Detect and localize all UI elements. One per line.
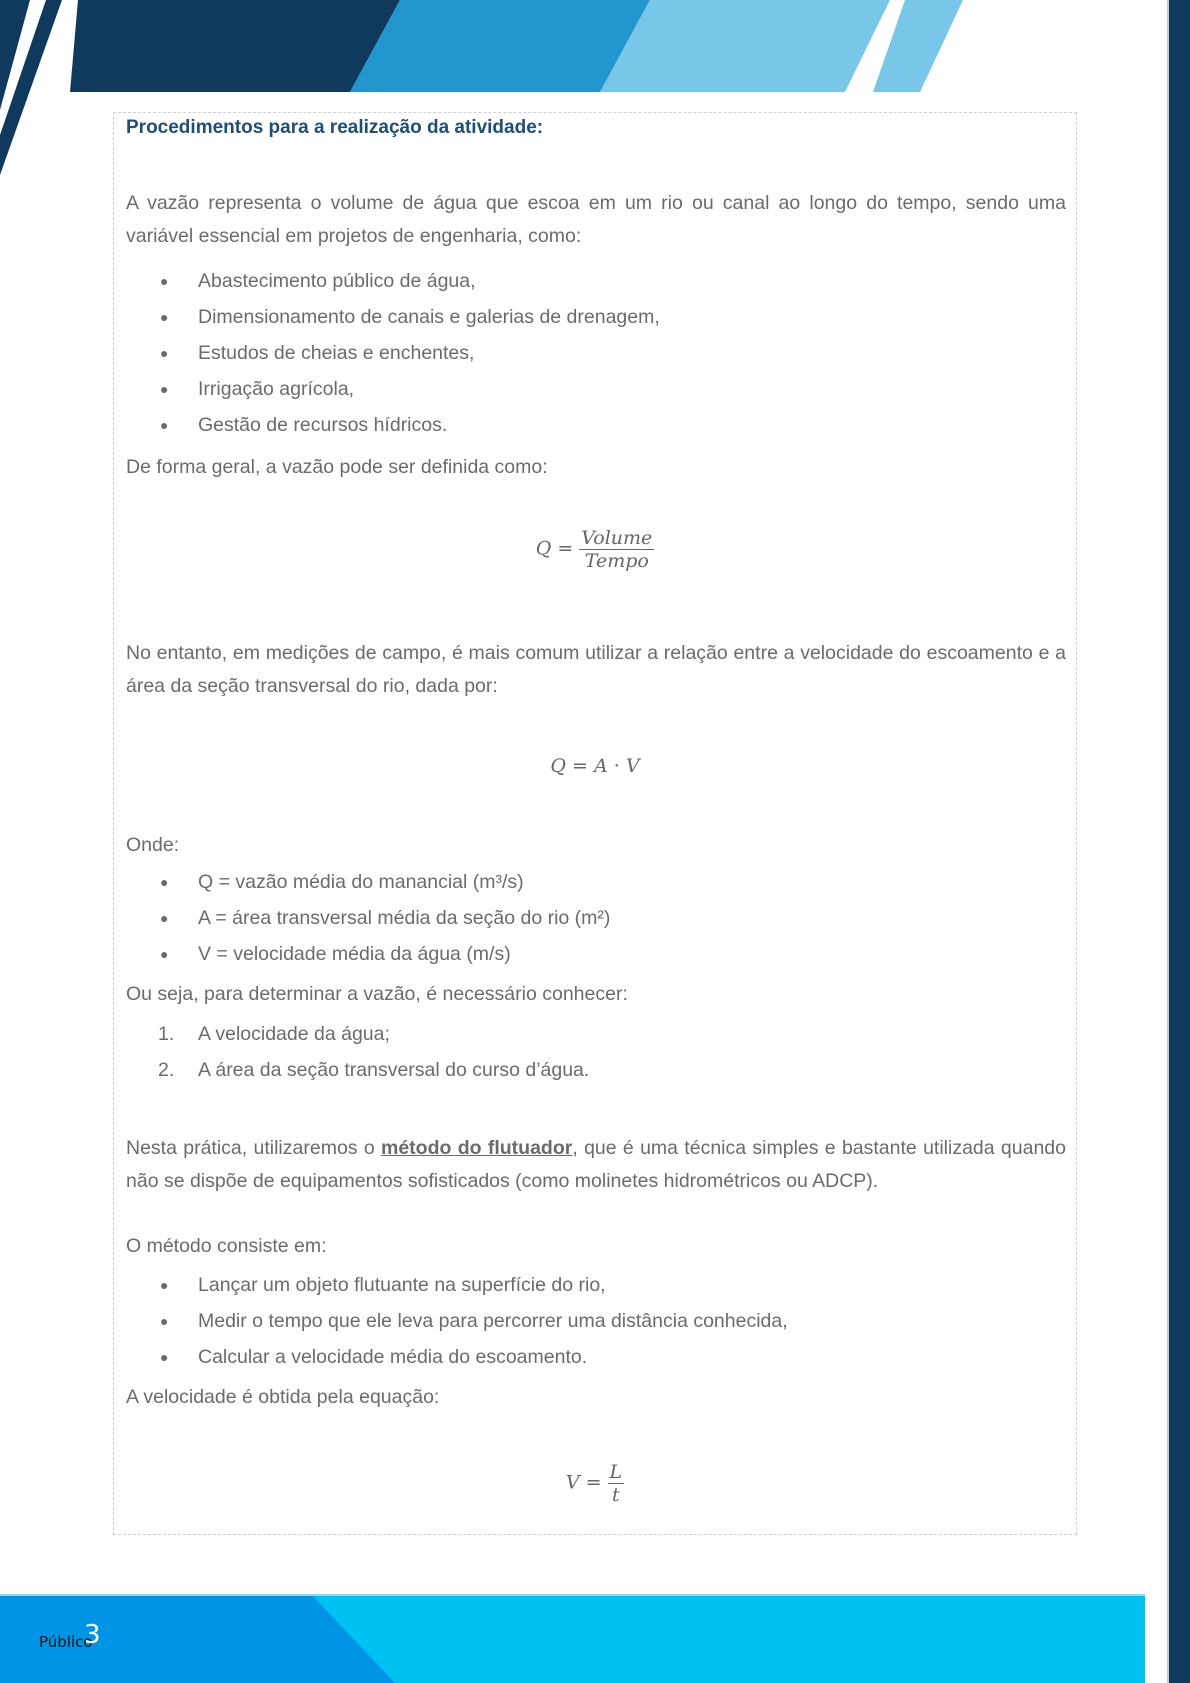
section-title: Procedimentos para a realização da atividade: (126, 117, 544, 138)
eq-lhs: Q = (535, 537, 574, 560)
bullet-icon: ● (160, 874, 169, 890)
eq-numerator: L (609, 1461, 623, 1483)
where-label: Onde: (126, 834, 180, 856)
list-item: Medir o tempo que ele leva para percorrer uma distância conhecida, (198, 1310, 788, 1332)
bullet-icon: ● (160, 1313, 169, 1329)
list-item: Gestão de recursos hídricos. (198, 414, 448, 436)
classification-label: Público (39, 1633, 93, 1651)
eq-lhs: V = (565, 1471, 602, 1494)
practice-paragraph (126, 1132, 1066, 1198)
eq-numerator: Volume (581, 527, 653, 549)
list-item: A área da seção transversal do curso d’água. (198, 1059, 590, 1081)
practice-post: , que é uma técnica simples e bastante utilizada quando não se dispõe de equipamentos sofisticados (como molinetes hidrométricos ou ADCP). (126, 1137, 1066, 1192)
equation-flow-area: Q = A · V (550, 755, 640, 777)
content-box (113, 112, 1077, 1535)
practice-pre: Nesta prática, utilizaremos o (126, 1137, 381, 1159)
velocity-text: A velocidade é obtida pela equação: (126, 1386, 440, 1408)
list-item: Estudos de cheias e enchentes, (198, 342, 475, 364)
bullet-icon: ● (160, 946, 169, 962)
intro-paragraph: A vazão representa o volume de água que escoa em um rio ou canal ao longo do tempo, sendo uma variável essencial em projetos de engenharia, como: (126, 192, 1066, 247)
bullet-icon: ● (160, 1349, 169, 1365)
field-paragraph: No entanto, em medições de campo, é mais comum utilizar a relação entre a velocidade do escoamento e a área da seção transversal do rio, dada por: (126, 642, 1066, 697)
eq-denominator: t (612, 1484, 620, 1506)
list-item: Q = vazão média do manancial (m³/s) (198, 871, 524, 893)
bullet-icon: ● (160, 417, 169, 433)
footer-band (0, 1594, 1145, 1683)
list-number: 2. (158, 1059, 175, 1081)
eq-denominator: Tempo (584, 550, 649, 572)
equation-flow-volume (114, 527, 1076, 572)
list-item: Calcular a velocidade média do escoamento. (198, 1346, 588, 1368)
list-number: 1. (158, 1023, 175, 1045)
bullet-icon: ● (160, 1277, 169, 1293)
need-text: Ou seja, para determinar a vazão, é necessário conhecer: (126, 983, 628, 1005)
method-text: O método consiste em: (126, 1235, 327, 1257)
bullet-icon: ● (160, 273, 169, 289)
list-item: V = velocidade média da água (m/s) (198, 943, 511, 965)
general-text: De forma geral, a vazão pode ser definida como: (126, 456, 548, 478)
bullet-icon: ● (160, 910, 169, 926)
page-number: 3 (84, 1620, 101, 1650)
bullet-icon: ● (160, 345, 169, 361)
list-item: A = área transversal média da seção do rio (m²) (198, 907, 611, 929)
bullet-icon: ● (160, 381, 169, 397)
method-link: método do flutuador (381, 1137, 573, 1159)
bullet-icon: ● (160, 309, 169, 325)
list-item: A velocidade da água; (198, 1023, 390, 1045)
right-edge-bar (1167, 0, 1190, 1683)
list-item: Dimensionamento de canais e galerias de drenagem, (198, 306, 660, 328)
list-item: Lançar um objeto flutuante na superfície do rio, (198, 1274, 606, 1296)
list-item: Abastecimento público de água, (198, 270, 476, 292)
equation-velocity (114, 1461, 1076, 1506)
list-item: Irrigação agrícola, (198, 378, 355, 400)
